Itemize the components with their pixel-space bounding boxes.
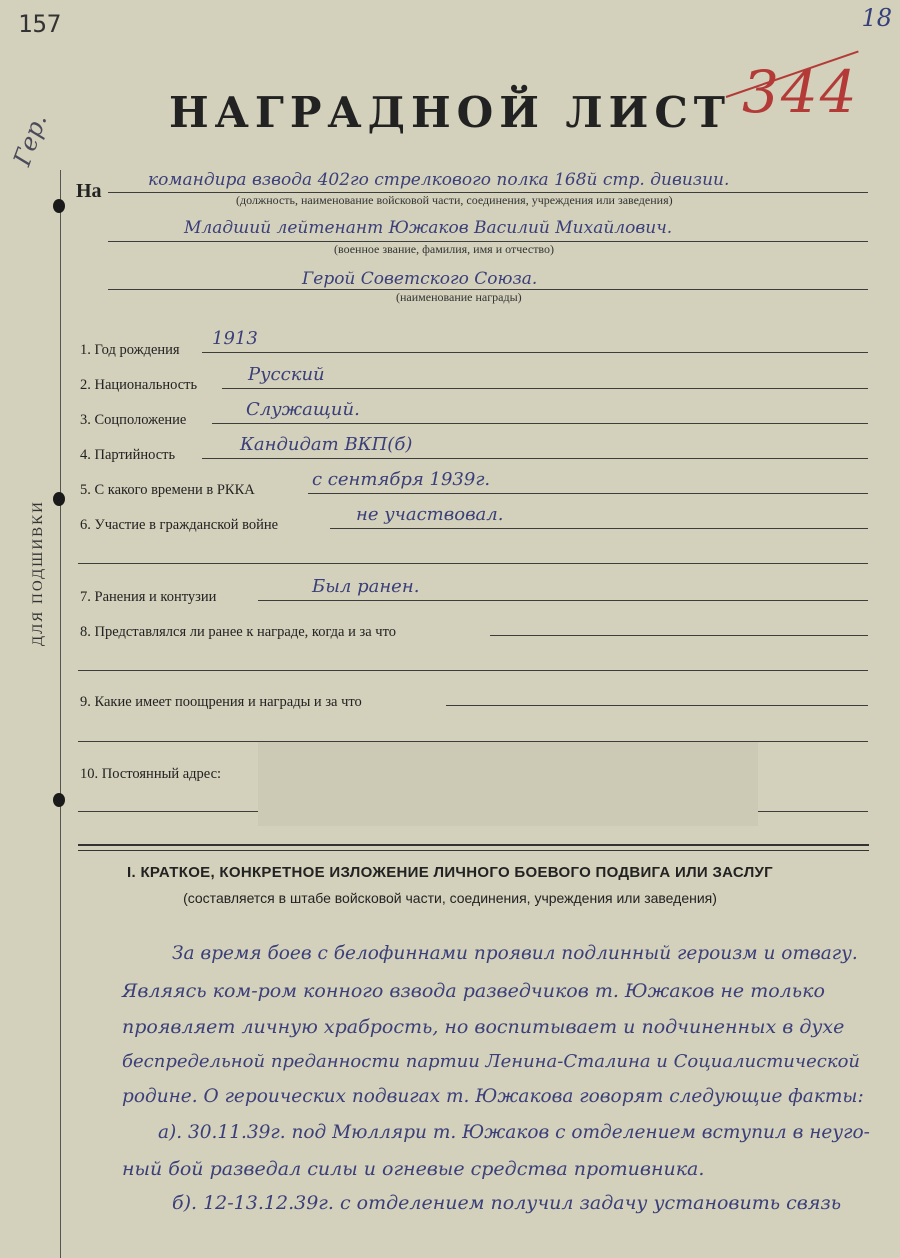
document-title: НАГРАДНОЙ ЛИСТ	[168, 88, 732, 137]
rule	[446, 705, 868, 706]
rule	[202, 352, 868, 353]
punch-hole	[53, 793, 65, 807]
narrative-line: ный бой разведал силы и огневые средства противника.	[122, 1158, 705, 1180]
narrative-line: проявляет личную храбрость, но воспитывает и подчиненных в духе	[122, 1016, 845, 1038]
section-rule-thin	[78, 850, 869, 851]
position-caption: (должность, наименование войсковой части, соединения, учреждения или заведения)	[236, 193, 673, 207]
rule	[490, 635, 868, 636]
item-value-nationality: Русский	[248, 364, 325, 385]
item-value-birth-year: 1913	[212, 328, 258, 349]
rule	[78, 563, 868, 564]
section-subheading: (составляется в штабе войсковой части, соединения, учреждения или заведения)	[183, 890, 717, 906]
item-label-rkka: 5. С какого времени в РККА	[80, 482, 255, 498]
narrative-line: беспредельной преданности партии Ленина-Сталина и Социалистической	[122, 1051, 860, 1072]
rule	[222, 388, 868, 389]
item-label-honors: 9. Какие имеет поощрения и награды и за что	[80, 694, 362, 710]
punch-hole	[53, 199, 65, 213]
narrative-line: а). 30.11.39г. под Мюлляри т. Южаков с отделением вступил в неуго-	[158, 1122, 870, 1143]
item-label-party: 4. Партийность	[80, 447, 176, 463]
na-label: На	[76, 180, 102, 202]
item-label-civil-war: 6. Участие в гражданской войне	[80, 517, 279, 533]
sheet-number: 18	[861, 4, 892, 32]
name-caption: (военное звание, фамилия, имя и отчество)	[334, 242, 555, 256]
item-label-nationality: 2. Национальность	[80, 377, 198, 393]
item-label-prior-awards: 8. Представлялся ли ранее к награде, когда и за что	[80, 624, 396, 640]
section-rule-top	[78, 844, 869, 846]
narrative-line: Являясь ком-ром конного взвода разведчиков т. Южаков не только	[122, 980, 825, 1002]
item-value-social: Служащий.	[246, 399, 360, 420]
item-value-rkka: с сентября 1939г.	[312, 469, 491, 490]
item-label-wounds: 7. Ранения и контузии	[80, 589, 217, 605]
item-label-address: 10. Постоянный адрес:	[80, 766, 222, 782]
punch-hole	[53, 492, 65, 506]
item-value-wounds: Был ранен.	[312, 576, 420, 597]
rule	[212, 423, 868, 424]
item-label-social: 3. Соцположение	[80, 412, 187, 428]
archive-number: 157	[18, 10, 62, 38]
binding-label: ДЛЯ ПОДШИВКИ	[30, 500, 46, 647]
item-label-birth-year: 1. Год рождения	[80, 342, 180, 358]
award-caption: (наименование награды)	[396, 290, 522, 304]
rule	[78, 670, 868, 671]
item-value-civil-war: не участвовал.	[356, 504, 504, 525]
award-name: Герой Советского Союза.	[302, 269, 538, 289]
rule	[202, 458, 868, 459]
narrative-line: б). 12-13.12.39г. с отделением получил задачу установить связь	[172, 1192, 842, 1214]
rule	[330, 528, 868, 529]
recipient-name: Младший лейтенант Южаков Василий Михайлович.	[184, 218, 673, 238]
narrative-line: родине. О героических подвигах т. Южакова говорят следующие факты:	[122, 1086, 864, 1107]
redacted-address	[258, 742, 758, 826]
item-value-party: Кандидат ВКП(б)	[240, 434, 413, 455]
rule	[258, 600, 868, 601]
narrative-line: За время боев с белофиннами проявил подлинный героизм и отвагу.	[172, 943, 858, 964]
recipient-position: командира взвода 402го стрелкового полка 168й стр. дивизии.	[148, 170, 730, 190]
binding-margin-line	[60, 170, 61, 1258]
red-handwritten-number: 344	[742, 58, 859, 126]
rule	[308, 493, 868, 494]
section-heading: I. КРАТКОЕ, КОНКРЕТНОЕ ИЗЛОЖЕНИЕ ЛИЧНОГО БОЕВОГО ПОДВИГА ИЛИ ЗАСЛУГ	[127, 864, 773, 881]
margin-note: Гер.	[8, 110, 53, 170]
